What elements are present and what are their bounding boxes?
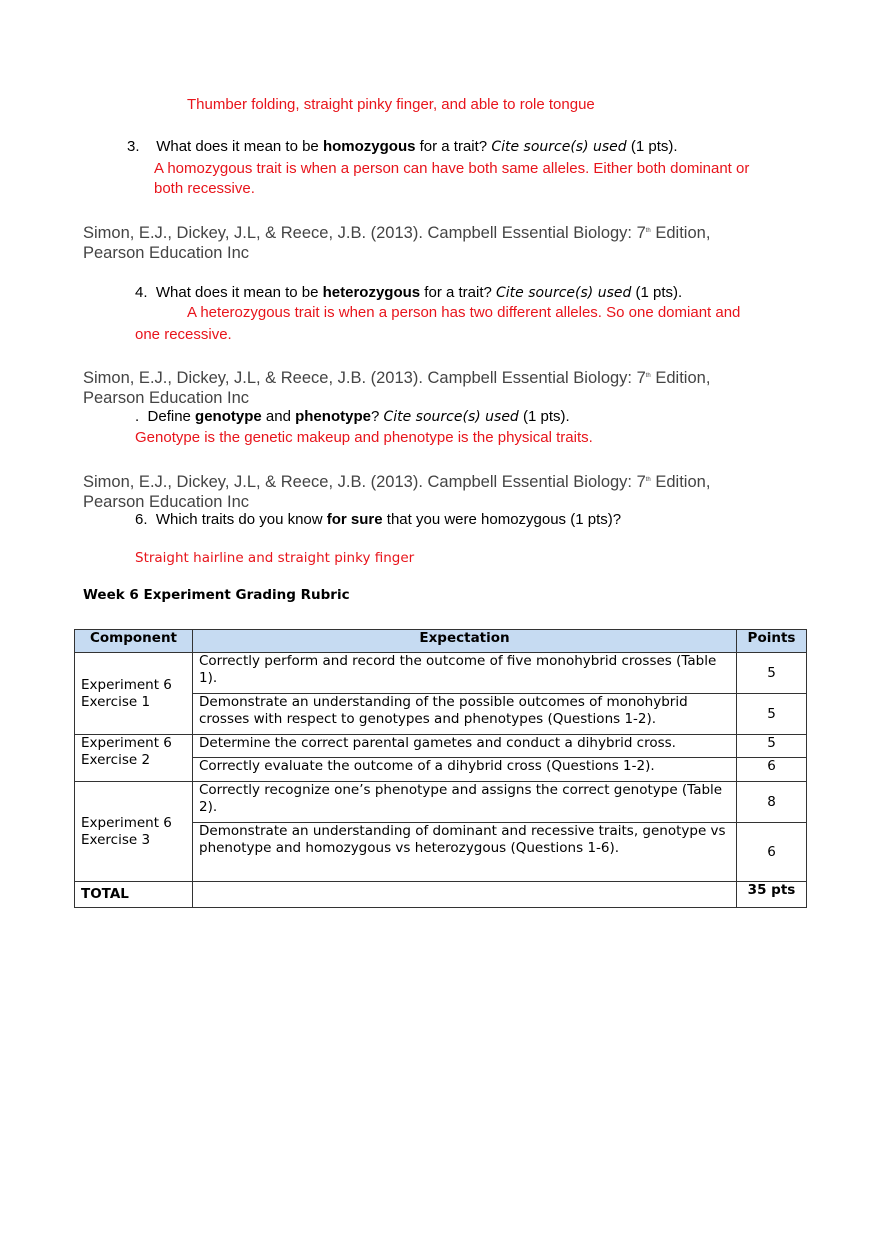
- question-points: (1 pts).: [518, 408, 570, 425]
- cite-instruction: Cite source(s) used: [491, 139, 627, 155]
- cite-instruction: Cite source(s) used: [383, 409, 519, 425]
- question-3: [127, 138, 678, 155]
- citation-sup: th: [645, 373, 651, 379]
- expectation-cell: Correctly recognize one’s phenotype and assigns the correct genotype (Table 2).: [193, 782, 737, 823]
- header-component: Component: [75, 630, 193, 653]
- header-expectation: Expectation: [193, 630, 737, 653]
- points-cell: 6: [737, 823, 807, 882]
- question-number: 3.: [127, 138, 140, 155]
- question-5: [135, 408, 570, 425]
- citation-2: [83, 366, 710, 408]
- expectation-cell: Demonstrate an understanding of the possible outcomes of monohybrid crosses with respect to genotypes and phenotypes (Questions 1-2).: [193, 694, 737, 735]
- question-text: Define: [147, 408, 196, 425]
- question-text: Which traits do you know: [155, 511, 327, 528]
- question-number: 4.: [135, 284, 148, 301]
- question-4: [135, 284, 682, 301]
- table-row: [75, 653, 807, 694]
- total-points: 35 pts: [737, 882, 807, 908]
- component-exercise-2: Experiment 6 Exercise 2: [75, 735, 193, 782]
- component-exercise-3: Experiment 6 Exercise 3: [75, 782, 193, 882]
- cite-instruction: Cite source(s) used: [496, 285, 632, 301]
- question-text: that you were homozygous (1 pts)?: [382, 511, 622, 528]
- q4-answer-line2: one recessive.: [135, 326, 232, 343]
- citation-sup: th: [645, 477, 651, 483]
- header-points: Points: [737, 630, 807, 653]
- question-term: genotype: [195, 408, 262, 425]
- citation-text: Simon, E.J., Dickey, J.L, & Reece, J.B. (2013). Campbell Essential Biology: 7: [83, 224, 646, 242]
- traits-answer: Thumber folding, straight pinky finger, and able to role tongue: [187, 96, 595, 113]
- q4-answer-line1: A heterozygous trait is when a person has two different alleles. So one domiant and: [187, 304, 741, 321]
- question-text: What does it mean to be: [155, 284, 323, 301]
- q5-answer: Genotype is the genetic makeup and phenotype is the physical traits.: [135, 429, 593, 446]
- points-cell: 6: [737, 758, 807, 782]
- question-term: heterozygous: [322, 284, 421, 301]
- q3-answer-line1: A homozygous trait is when a person can have both same alleles. Either both dominant or: [154, 160, 750, 177]
- citation-text: Edition,: [650, 473, 711, 491]
- expectation-cell: Demonstrate an understanding of dominant and recessive traits, genotype vs phenotype and homozygous vs heterozygous (Questions 1-6).: [193, 823, 737, 882]
- question-points: (1 pts).: [631, 284, 683, 301]
- table-row: [75, 782, 807, 823]
- question-text: What does it mean to be: [156, 138, 323, 155]
- question-number: .: [135, 408, 140, 425]
- citation-text: Simon, E.J., Dickey, J.L, & Reece, J.B. (2013). Campbell Essential Biology: 7: [83, 369, 646, 387]
- citation-sup: th: [645, 228, 651, 234]
- citation-3: [83, 470, 710, 512]
- component-exercise-1: Experiment 6 Exercise 1: [75, 653, 193, 735]
- points-cell: 5: [737, 653, 807, 694]
- question-number: 6.: [135, 511, 148, 528]
- citation-text: Simon, E.J., Dickey, J.L, & Reece, J.B. (2013). Campbell Essential Biology: 7: [83, 473, 646, 491]
- citation-publisher: Pearson Education Inc: [83, 493, 250, 511]
- question-6: [135, 511, 621, 528]
- table-header-row: [75, 630, 807, 653]
- expectation-cell: Determine the correct parental gametes and conduct a dihybrid cross.: [193, 735, 737, 758]
- q6-answer: Straight hairline and straight pinky finger: [135, 550, 415, 566]
- total-label: TOTAL: [75, 882, 193, 908]
- citation-publisher: Pearson Education Inc: [83, 244, 250, 262]
- question-term: for sure: [326, 511, 383, 528]
- expectation-cell: Correctly evaluate the outcome of a dihybrid cross (Questions 1-2).: [193, 758, 737, 782]
- total-empty-cell: [193, 882, 737, 908]
- expectation-cell: Correctly perform and record the outcome of five monohybrid crosses (Table 1).: [193, 653, 737, 694]
- q3-answer-line2: both recessive.: [154, 180, 255, 197]
- citation-text: Edition,: [650, 369, 711, 387]
- total-row: [75, 882, 807, 908]
- question-points: (1 pts).: [626, 138, 678, 155]
- question-term: homozygous: [322, 138, 416, 155]
- citation-publisher: Pearson Education Inc: [83, 389, 250, 407]
- points-cell: 8: [737, 782, 807, 823]
- rubric-title: Week 6 Experiment Grading Rubric: [83, 587, 350, 603]
- question-term: phenotype: [295, 408, 371, 425]
- question-text: ?: [370, 408, 384, 425]
- rubric-table: [74, 629, 807, 908]
- table-row: [75, 735, 807, 758]
- points-cell: 5: [737, 735, 807, 758]
- citation-text: Edition,: [650, 224, 711, 242]
- points-cell: 5: [737, 694, 807, 735]
- question-text: and: [261, 408, 296, 425]
- citation-1: [83, 221, 710, 263]
- question-text: for a trait?: [415, 138, 492, 155]
- question-text: for a trait?: [420, 284, 497, 301]
